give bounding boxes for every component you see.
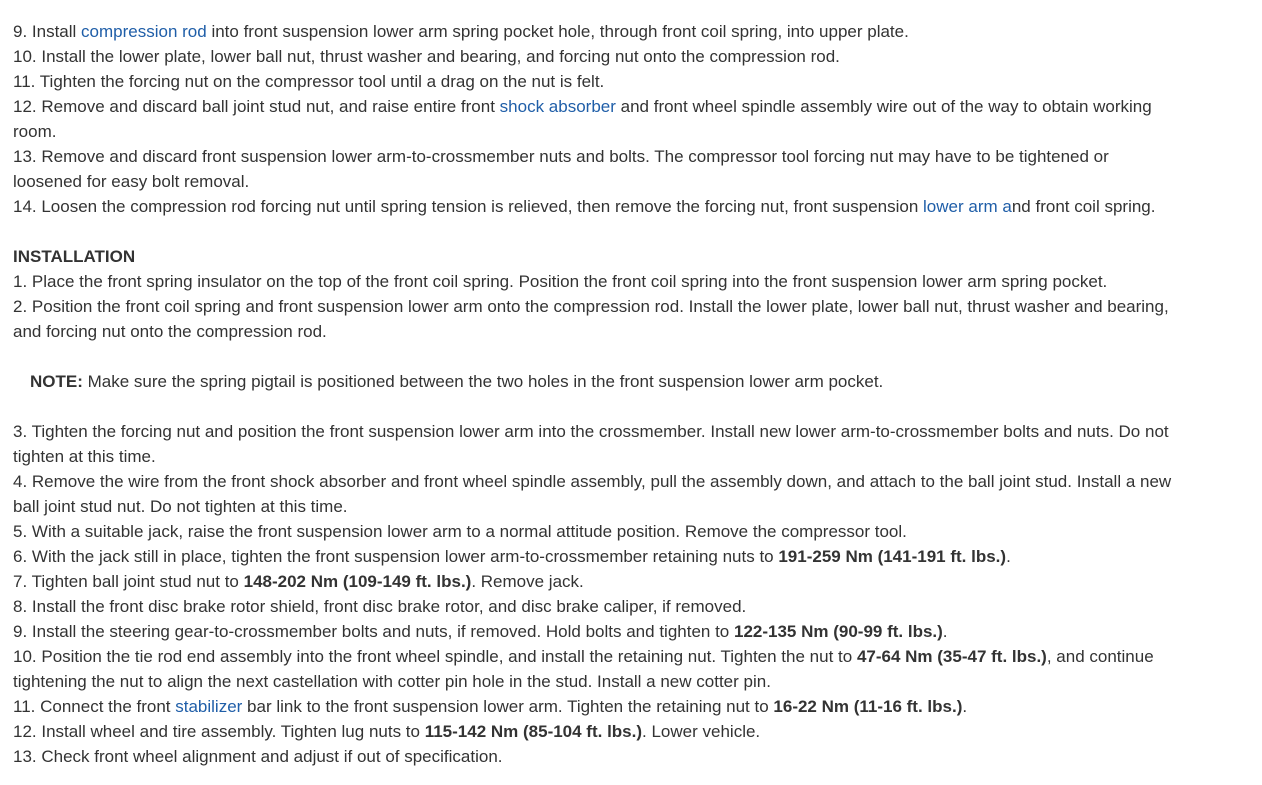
torque-spec: 191-259 Nm (141-191 ft. lbs.) [778,547,1007,566]
removal-step-14 [13,194,1247,219]
torque-spec: 148-202 Nm (109-149 ft. lbs.) [243,572,472,591]
install-step-13: 13. Check front wheel alignment and adjust if out of specification. [13,747,503,766]
removal-step-13-continued: loosened for easy bolt removal. [13,172,250,191]
spacer [13,344,1247,369]
step-text: . [942,622,948,641]
install-step-10-continued: tightening the nut to align the next castellation with cotter pin hole in the stud. Install a new cotter pin. [13,672,771,691]
step-text: 12. Remove and discard ball joint stud nut, and raise entire front [13,97,500,116]
step-text: . Remove jack. [471,572,584,591]
step-text: 9. Install [13,22,82,41]
removal-step-12 [13,94,1247,119]
torque-spec: 115-142 Nm (85-104 ft. lbs.) [424,722,643,741]
install-step-8: 8. Install the front disc brake rotor shield, front disc brake rotor, and disc brake caliper, if removed. [13,597,747,616]
shock-absorber-link[interactable]: shock absorber [499,97,616,116]
install-step-12 [13,719,1247,744]
step-text: and front wheel spindle assembly wire out of the way to obtain working [615,97,1152,116]
removal-step-10: 10. Install the lower plate, lower ball nut, thrust washer and bearing, and forcing nut onto the compression rod. [13,47,840,66]
torque-spec: 16-22 Nm (11-16 ft. lbs.) [773,697,963,716]
install-step-2-continued: and forcing nut onto the compression rod. [13,322,327,341]
step-text: 7. Tighten ball joint stud nut to [13,572,244,591]
install-step-1: 1. Place the front spring insulator on the top of the front coil spring. Position the front coil spring into the front suspension lower arm spring pocket. [13,272,1108,291]
step-text: 10. Position the tie rod end assembly into the front wheel spindle, and install the retaining nut. Tighten the nut to [13,647,857,666]
installation-heading: INSTALLATION [13,247,136,266]
step-text: 9. Install the steering gear-to-crossmember bolts and nuts, if removed. Hold bolts and tighten to [13,622,734,641]
install-step-2: 2. Position the front coil spring and front suspension lower arm onto the compression rod. Install the lower plate, lower ball nut, thrust washer and bearing, [13,297,1169,316]
install-step-4-continued: ball joint stud nut. Do not tighten at this time. [13,497,348,516]
spacer [13,219,1247,244]
install-step-3: 3. Tighten the forcing nut and position the front suspension lower arm into the crossmember. Install new lower arm-to-crossmember bolts and nuts. Do not [13,422,1169,441]
removal-step-13: 13. Remove and discard front suspension lower arm-to-crossmember nuts and bolts. The compressor tool forcing nut may have to be tightened or [13,147,1109,166]
install-step-10 [13,644,1247,669]
step-text: 11. Connect the front [13,697,176,716]
lower-arm-link[interactable]: lower arm a [923,197,1012,216]
install-step-6 [13,544,1247,569]
install-step-5: 5. With a suitable jack, raise the front suspension lower arm to a normal attitude position. Remove the compressor tool. [13,522,907,541]
install-step-9 [13,619,1247,644]
install-step-3-continued: tighten at this time. [13,447,156,466]
step-text: 6. With the jack still in place, tighten the front suspension lower arm-to-crossmember retaining nuts to [13,547,779,566]
step-text: 14. Loosen the compression rod forcing nut until spring tension is relieved, then remove the forcing nut, front suspension [13,197,924,216]
install-step-7 [13,569,1247,594]
step-text: 12. Install wheel and tire assembly. Tighten lug nuts to [13,722,425,741]
step-text: nd front coil spring. [1011,197,1156,216]
step-text: into front suspension lower arm spring pocket hole, through front coil spring, into upper plate. [206,22,909,41]
stabilizer-link[interactable]: stabilizer [175,697,243,716]
note [13,369,1247,394]
note-text: Make sure the spring pigtail is positioned between the two holes in the front suspension lower arm pocket. [82,372,884,391]
step-text: . Lower vehicle. [642,722,761,741]
install-step-11 [13,694,1247,719]
torque-spec: 122-135 Nm (90-99 ft. lbs.) [733,622,943,641]
step-text: , and continue [1046,647,1154,666]
note-label: NOTE: [30,372,83,391]
removal-step-12-continued: room. [13,122,57,141]
spacer [13,394,1247,419]
step-text: . [962,697,968,716]
install-step-4: 4. Remove the wire from the front shock absorber and front wheel spindle assembly, pull the assembly down, and attach to the ball joint stud. Install a new [13,472,1172,491]
step-text: . [1006,547,1011,566]
compression-rod-link[interactable]: compression rod [81,22,207,41]
torque-spec: 47-64 Nm (35-47 ft. lbs.) [856,647,1047,666]
removal-step-9 [13,19,1247,44]
step-text: bar link to the front suspension lower arm. Tighten the retaining nut to [242,697,774,716]
removal-step-11: 11. Tighten the forcing nut on the compressor tool until a drag on the nut is felt. [13,72,605,91]
